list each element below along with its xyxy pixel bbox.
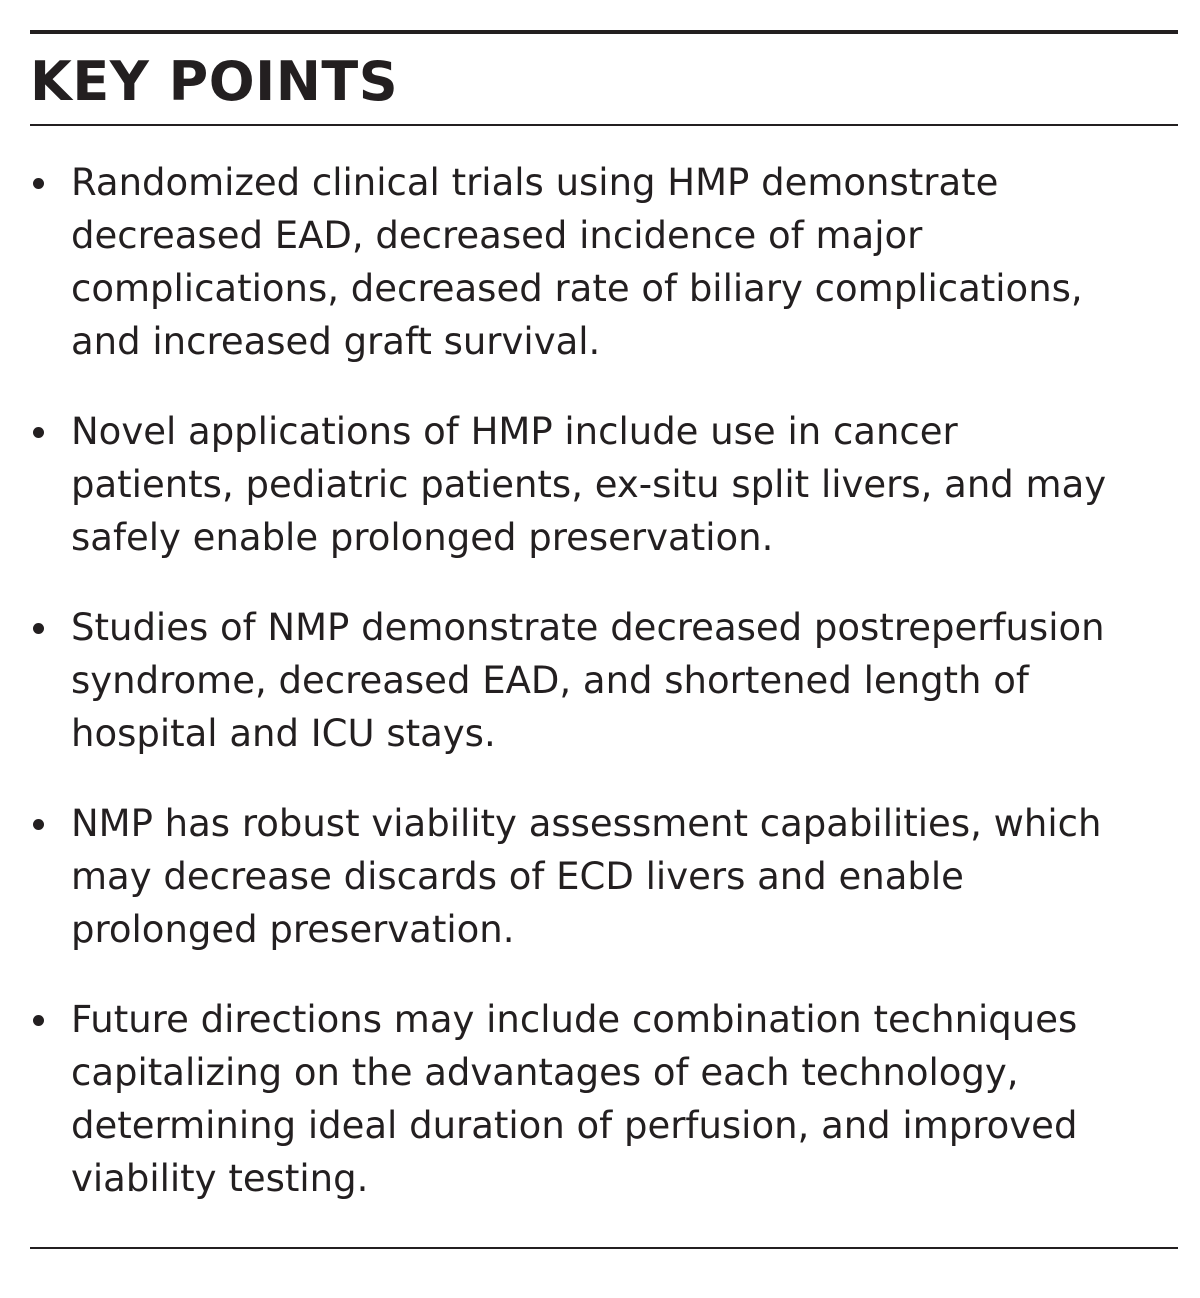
bottom-rule <box>30 1247 1178 1249</box>
point-line: decreased EAD, decreased incidence of major <box>71 214 923 257</box>
bullet-icon <box>33 1015 44 1026</box>
key-point-5 <box>30 993 1180 1205</box>
bullet-icon <box>33 427 44 438</box>
key-point-2 <box>30 405 1180 564</box>
point-line: prolonged preservation. <box>71 908 515 951</box>
heading-rule <box>30 124 1178 126</box>
point-line: complications, decreased rate of biliary complications, <box>71 267 1083 310</box>
point-line: syndrome, decreased EAD, and shortened length of <box>71 659 1029 702</box>
point-line: NMP has robust viability assessment capabilities, which <box>71 802 1102 845</box>
point-line: hospital and ICU stays. <box>71 712 496 755</box>
point-line: safely enable prolonged preservation. <box>71 516 774 559</box>
point-line: Studies of NMP demonstrate decreased postreperfusion <box>71 606 1105 649</box>
point-line: Randomized clinical trials using HMP demonstrate <box>71 161 999 204</box>
top-rule <box>30 30 1178 34</box>
point-line: determining ideal duration of perfusion, and improved <box>71 1104 1078 1147</box>
key-point-3 <box>30 601 1180 760</box>
bullet-icon <box>33 178 44 189</box>
key-points-list <box>30 156 1180 1242</box>
key-point-4 <box>30 797 1180 956</box>
bullet-icon <box>33 819 44 830</box>
point-line: Novel applications of HMP include use in cancer <box>71 410 958 453</box>
point-line: patients, pediatric patients, ex-situ split livers, and may <box>71 463 1107 506</box>
point-line: viability testing. <box>71 1157 369 1200</box>
point-line: may decrease discards of ECD livers and enable <box>71 855 964 898</box>
section-heading: KEY POINTS <box>30 50 399 113</box>
bullet-icon <box>33 623 44 634</box>
key-point-1 <box>30 156 1180 368</box>
point-line: capitalizing on the advantages of each technology, <box>71 1051 1019 1094</box>
point-line: and increased graft survival. <box>71 320 601 363</box>
point-line: Future directions may include combination techniques <box>71 998 1078 1041</box>
